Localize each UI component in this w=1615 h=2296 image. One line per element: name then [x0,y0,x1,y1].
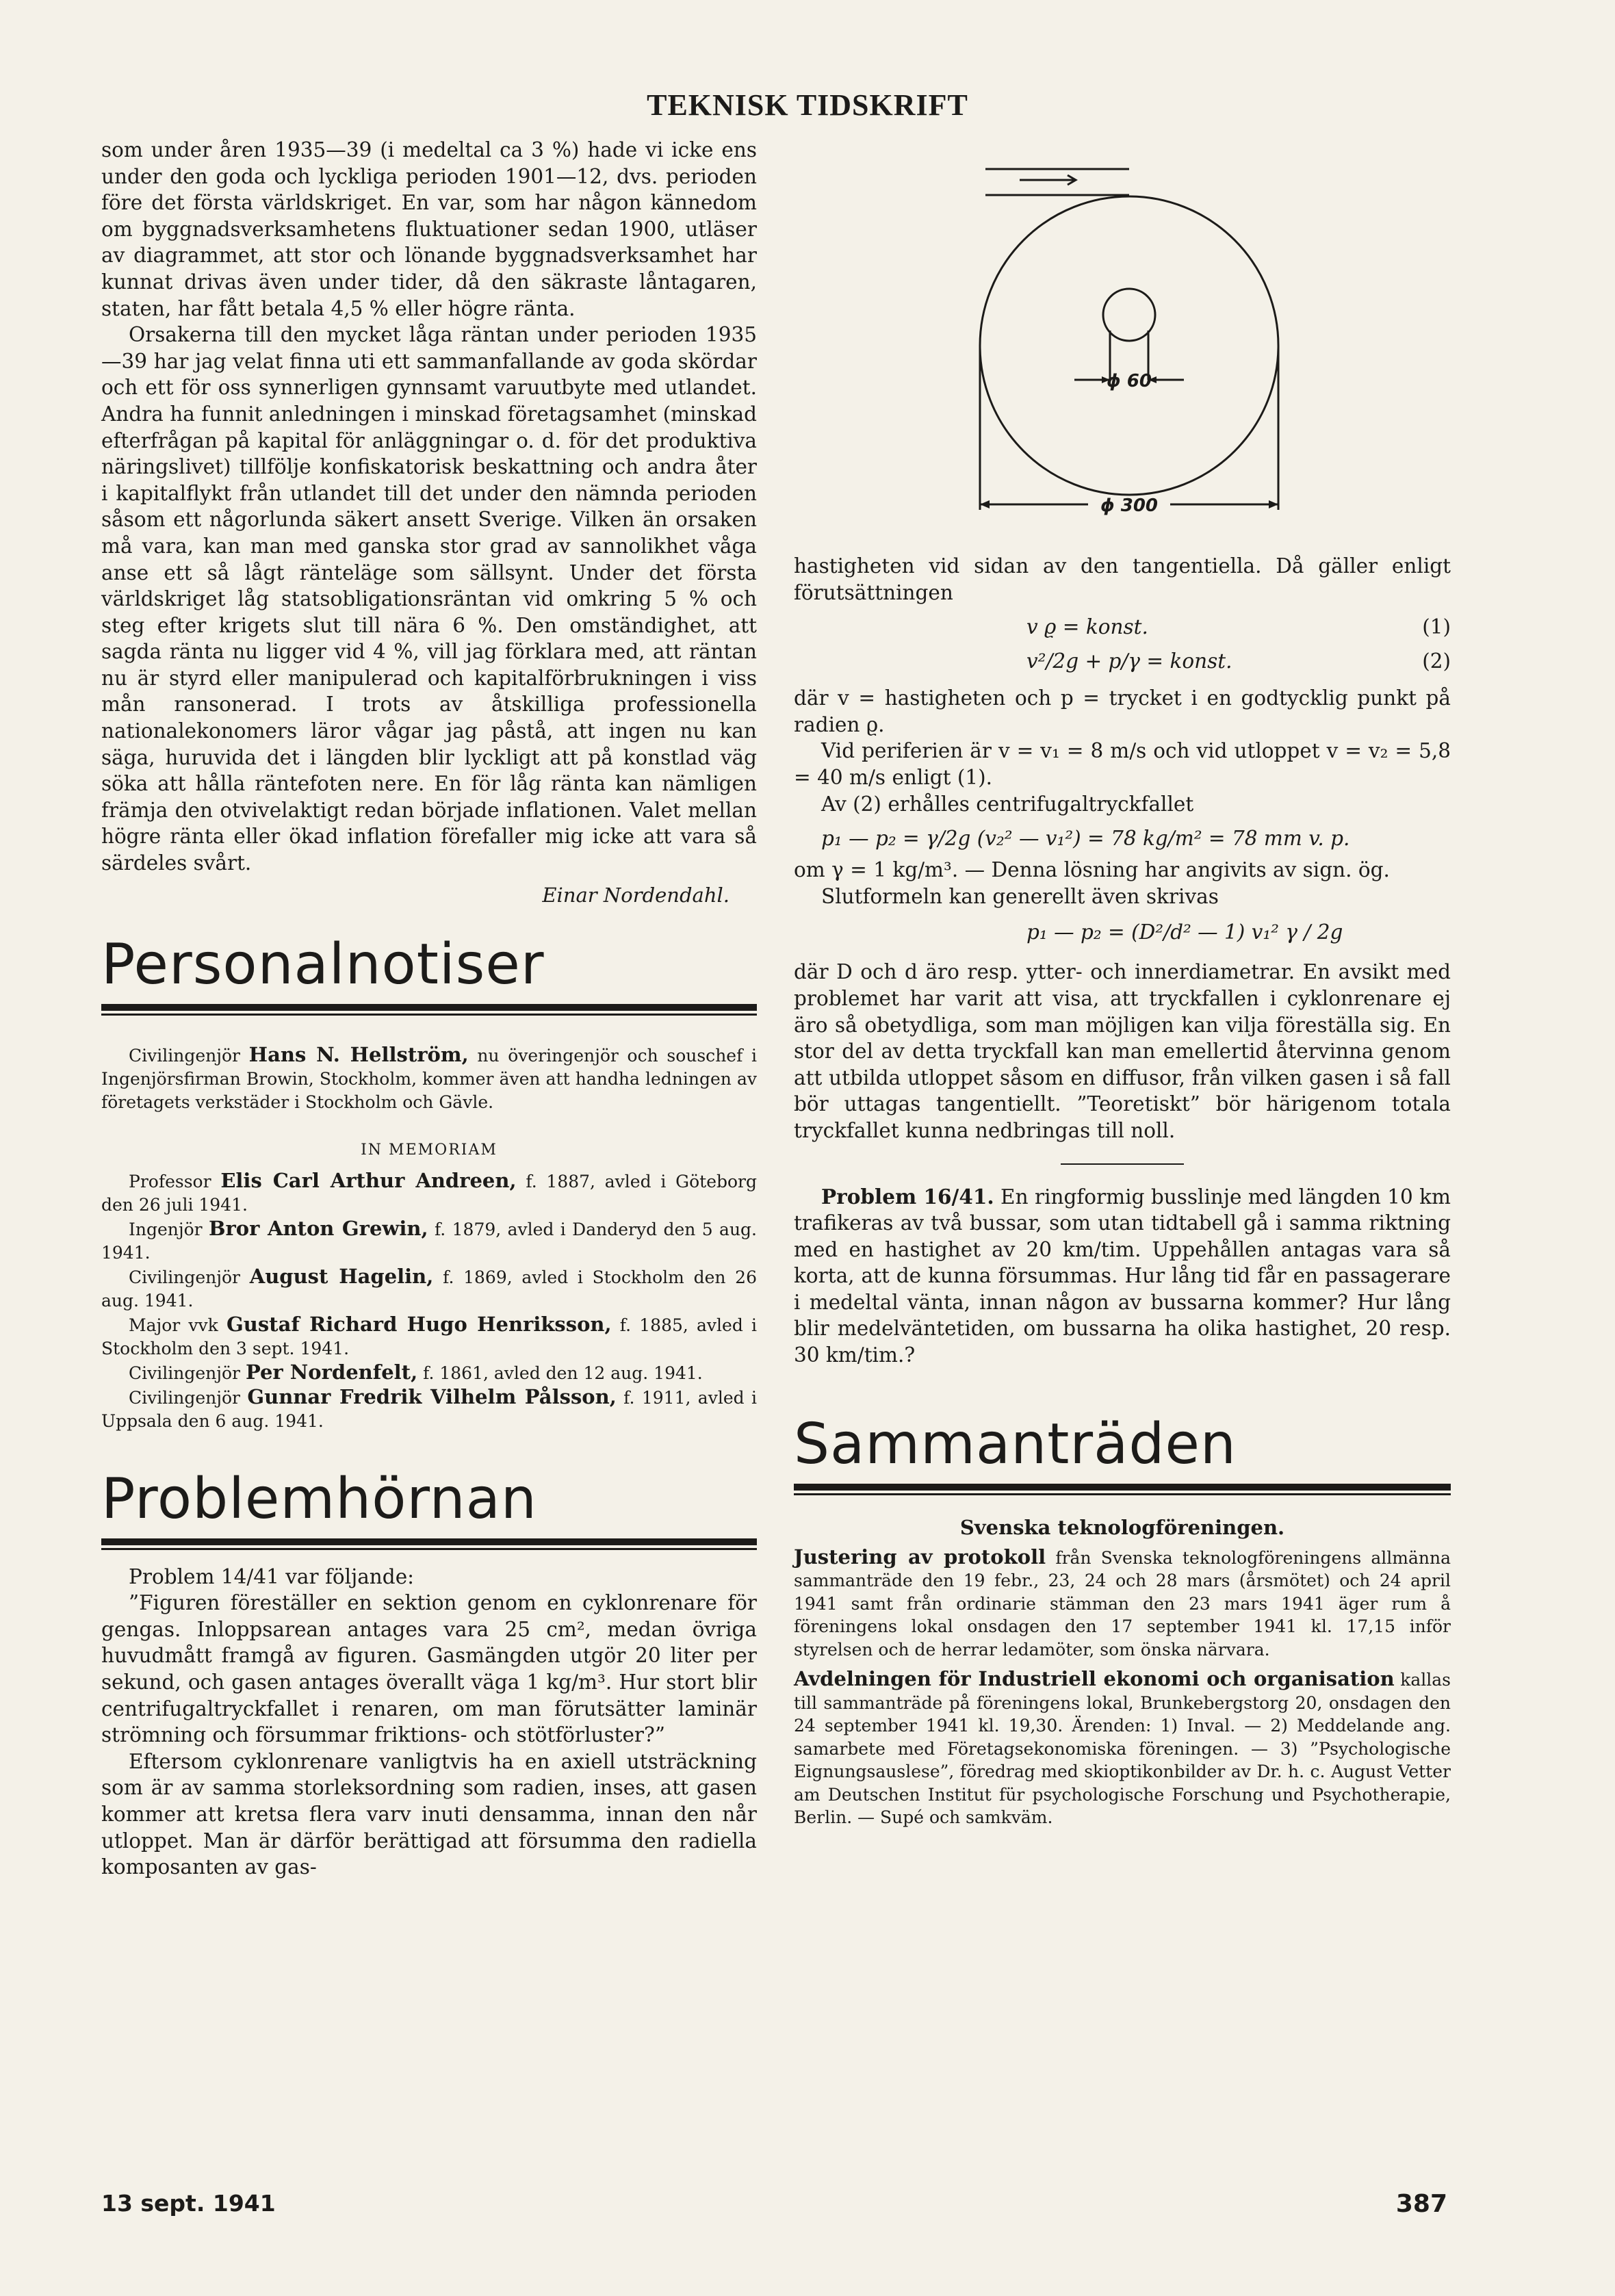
memoriam-item: Civilingenjör Gunnar Fredrik Vilhelm Pålsson, f. 1911, avled i Uppsala den 6 aug. 1941. [101,1384,758,1431]
personal-notes [101,1043,757,1433]
section-rule [101,1548,757,1550]
outer-diameter-label: ϕ 300 [1100,495,1159,516]
section-title-meetings: Sammanträden [794,1411,1237,1477]
memoriam-heading: IN MEMORIAM [361,1141,498,1159]
note-name: Hans N. Hellström, [248,1042,469,1066]
equation-text: p₁ — p₂ = (D²/d² — 1) v₁² γ / 2g [1026,920,1343,944]
problem-text [101,1564,757,1881]
equation-2 [794,649,1451,677]
note-text: nu överingenjör och souschef i Ingenjörsfirman Browin, Stockholm, kommer även att handha ledningen av företagets verkstäder i Stockholm och Gävle. [101,1045,758,1112]
equation-4 [794,920,1451,959]
divider [1061,1163,1184,1165]
section-rule [101,1538,757,1545]
section-rule [101,1014,757,1016]
right-column [794,553,1451,1836]
problem-label: Problem 16/41. [821,1184,994,1209]
problem-paragraph: ”Figuren föreställer en sektion genom en cyklonrenare för gengas. Inloppsarean antages vara 25 cm², medan övriga huvudmått framgå av figuren. Gasmängden utgör 20 liter per sekund, och gasen antages överallt väga 1 kg/m³. Hur stort blir centrifugaltryckfallet i renaren, om man förutsätter laminär strömning och försummar friktions- och stötförluster?” [101,1591,757,1747]
memoriam-item: Civilingenjör August Hagelin, f. 1869, avled i Stockholm den 26 aug. 1941. [101,1264,757,1311]
journal-header: TEKNISK TIDSKRIFT [647,88,968,122]
memoriam-item: Ingenjör Bror Anton Grewin, f. 1879, avled i Danderyd den 5 aug. 1941. [101,1216,757,1263]
section-title-personal: Personalnotiser [101,931,545,997]
cyclone-figure [958,154,1300,534]
article-paragraph: som under åren 1935—39 (i medeltal ca 3 %) hade vi icke ens under den goda och lyckliga perioden 1901—12, dvs. perioden före det första världskriget. En var, som har någon kännedom om byggnadsverksamhetens fluktuationer sedan 1900, utläser av diagrammet, att stor och lönande byggnadsverksamhet har kunnat drivas även under tider, då den säkraste låntagaren, staten, har fått betala 4,5 % eller högre ränta. [101,138,757,320]
solution-text [794,959,1451,1144]
outer-circle [980,196,1278,495]
problem-paragraph: Problem 14/41 var följande: [129,1564,415,1588]
equations-block [794,615,1451,677]
equation-text: v²/2g + p/γ = konst. [1026,649,1232,673]
cyclone-diagram [958,154,1300,534]
meetings-section [794,1411,1451,1829]
section-rule [794,1493,1451,1495]
article-paragraph: Orsakerna till den mycket låga räntan under perioden 1935—39 har jag velat finna uti ett sammanfallande av goda skördar och ett för oss synnerligen gynnsamt varuutbyte med utlandet. Andra ha funnit anledningen i minskad företagsamhet (minskad efterfrågan på kapital för anläggningar o. d. för det produktiva näringslivet) tillfölje konfiskatorisk beskattning och andra åter i kapitalflykt från utlandet till det under den nämnda perioden såsom ett någorlunda säkert ansett Sverige. Vilken än orsaken må vara, kan man med ganska stor grad av sannolikhet våga anse ett så lågt ränteläge som sällsynt. Under det första världskriget låg statsobligationsräntan vid omkring 5 % och steg efter krigets slut till nära 6 %. Den omständighet, att sagda ränta nu ligger vid 4 %, vill jag förklara med, att räntan nu är styrd eller manipulerad och kapitalförbrukningen i viss mån ransonerad. I trots av åtskilliga professionella nationalekonomers läror vågar jag påstå, att ingen nu kan säga, huruvida det i längden blir lyckligt att på konstlad väg söka att hålla räntefoten nere. En för låg ränta kan nämligen främja den otvivelaktigt redan började inflationen. Valet mellan högre ränta eller ökad inflation förefaller mig icke att vara så särdeles svårt. [101,323,757,875]
solution-paragraph: Av (2) erhålles centrifugaltryckfallet [821,792,1194,816]
memoriam-item: Professor Elis Carl Arthur Andreen, f. 1887, avled i Göteborg den 26 juli 1941. [101,1168,757,1215]
solution-text [794,685,1451,817]
solution-paragraph: Slutformeln kan generellt även skrivas [821,884,1219,908]
equation-number: (2) [1422,649,1451,673]
solution-text [794,857,1451,910]
section-rule [101,1004,757,1011]
equation-text: p₁ — p₂ = γ/2g (v₂² — v₁²) = 78 kg/m² = 78 mm v. p. [821,827,1350,851]
society-name: Svenska teknologföreningen. [959,1515,1285,1539]
memoriam-item: Major vvk Gustaf Richard Hugo Henriksson, f. 1885, avled i Stockholm den 3 sept. 1941. [101,1312,758,1358]
equation-number: (1) [1422,615,1451,639]
inner-diameter-label: ϕ 60 [1107,371,1152,391]
solution-paragraph: där D och d äro resp. ytter- och innerdiametrar. En avsikt med problemet har varit att visa, att tryckfallen i cyklonrenare ej äro så obetydliga, som man möjligen kan vilja föreställa sig. En stor del av detta tryckfall kan man emellertid återvinna genom att utbilda utloppet såsom en diffusor, från vilken gasen i så fall bör uttagas tangentiellt. ”Teoretiskt” bör härigenom totala tryckfallet kunna nedbringas till noll. [794,960,1451,1142]
section-title-problem: Problemhörnan [101,1466,537,1532]
solution-text [794,553,1451,606]
page-number: 387 [1395,2190,1447,2218]
equation-3 [794,827,1451,854]
issue-date: 13 sept. 1941 [101,2190,276,2217]
solution-paragraph: där v = hastigheten och p = trycket i en godtycklig punkt på radien ϱ. [794,686,1451,736]
problem-text: En ringformig busslinje med längden 10 km trafikeras av två bussar, som utan tidtabell gå i samma riktning med en hastighet av 20 km/tim. Uppehållen antagas vara så korta, att de kunna försummas. Hur lång tid får en passagerare i medeltal vänta, innan någon av bussarna kommer? Hur lång blir medelväntetiden, om bussarna ha olika hastighet, 20 resp. 30 km/tim.? [794,1185,1451,1367]
meeting-item: Avdelningen för Industriell ekonomi och organisation kallas till sammanträde på föreningens lokal, Brunkebergstorg 20, onsdagen den 24 september 1941 kl. 19,30. Ärenden: 1) Inval. — 2) Meddelande ang. samarbete med Företagsekonomiska föreningen. — 3) ”Psychologische Eignungsauslese”, föredrag med skioptikonbilder av Dr. h. c. August Vetter am Deutschen Institut für psychologische Forschung und Psychotherapie, Berlin. — Supé och samkväm. [794,1667,1451,1828]
problem-16 [794,1184,1451,1369]
memoriam-item: Civilingenjör Per Nordenfelt, f. 1861, avled den 12 aug. 1941. [129,1360,703,1384]
left-column [101,137,757,1881]
equation-1 [794,615,1451,643]
solution-paragraph: om γ = 1 kg/m³. — Denna lösning har angivits av sign. ög. [794,858,1390,882]
personal-note [101,1043,757,1114]
article-body [101,137,757,877]
solution-paragraph: hastigheten vid sidan av den tangentiella. Då gäller enligt förutsättningen [794,554,1451,604]
section-rule [794,1484,1451,1491]
solution-paragraph: Vid periferien är v = v₁ = 8 m/s och vid utloppet v = v₂ = 5,8 = 40 m/s enligt (1). [794,739,1451,789]
equation-text: v ϱ = konst. [1026,615,1148,639]
note-title: Civilingenjör [129,1045,249,1066]
problem-paragraph: Eftersom cyklonrenare vanligtvis ha en axiell utsträckning som är av samma storleksordning som radien, inses, att gasen kommer att kretsa flera varv inuti densamma, innan den når utloppet. Man är därför berättigad att försumma den radiella komposanten av gas- [101,1749,757,1879]
article-signature: Einar Nordendahl. [542,883,729,907]
problem-section [101,1466,757,1881]
meeting-item: Justering av protokoll från Svenska teknologföreningens allmänna sammanträde den 19 febr., 23, 24 och 28 mars (årsmötet) och 24 april 1941 samt från ordinarie stämman den 23 mars 1941 äger rum å föreningens lokal onsdagen den 17 september 1941 kl. 17,15 inför styrelsen och de herrar ledamöter, som önska närvara. [794,1545,1451,1660]
personal-section [101,931,758,1433]
